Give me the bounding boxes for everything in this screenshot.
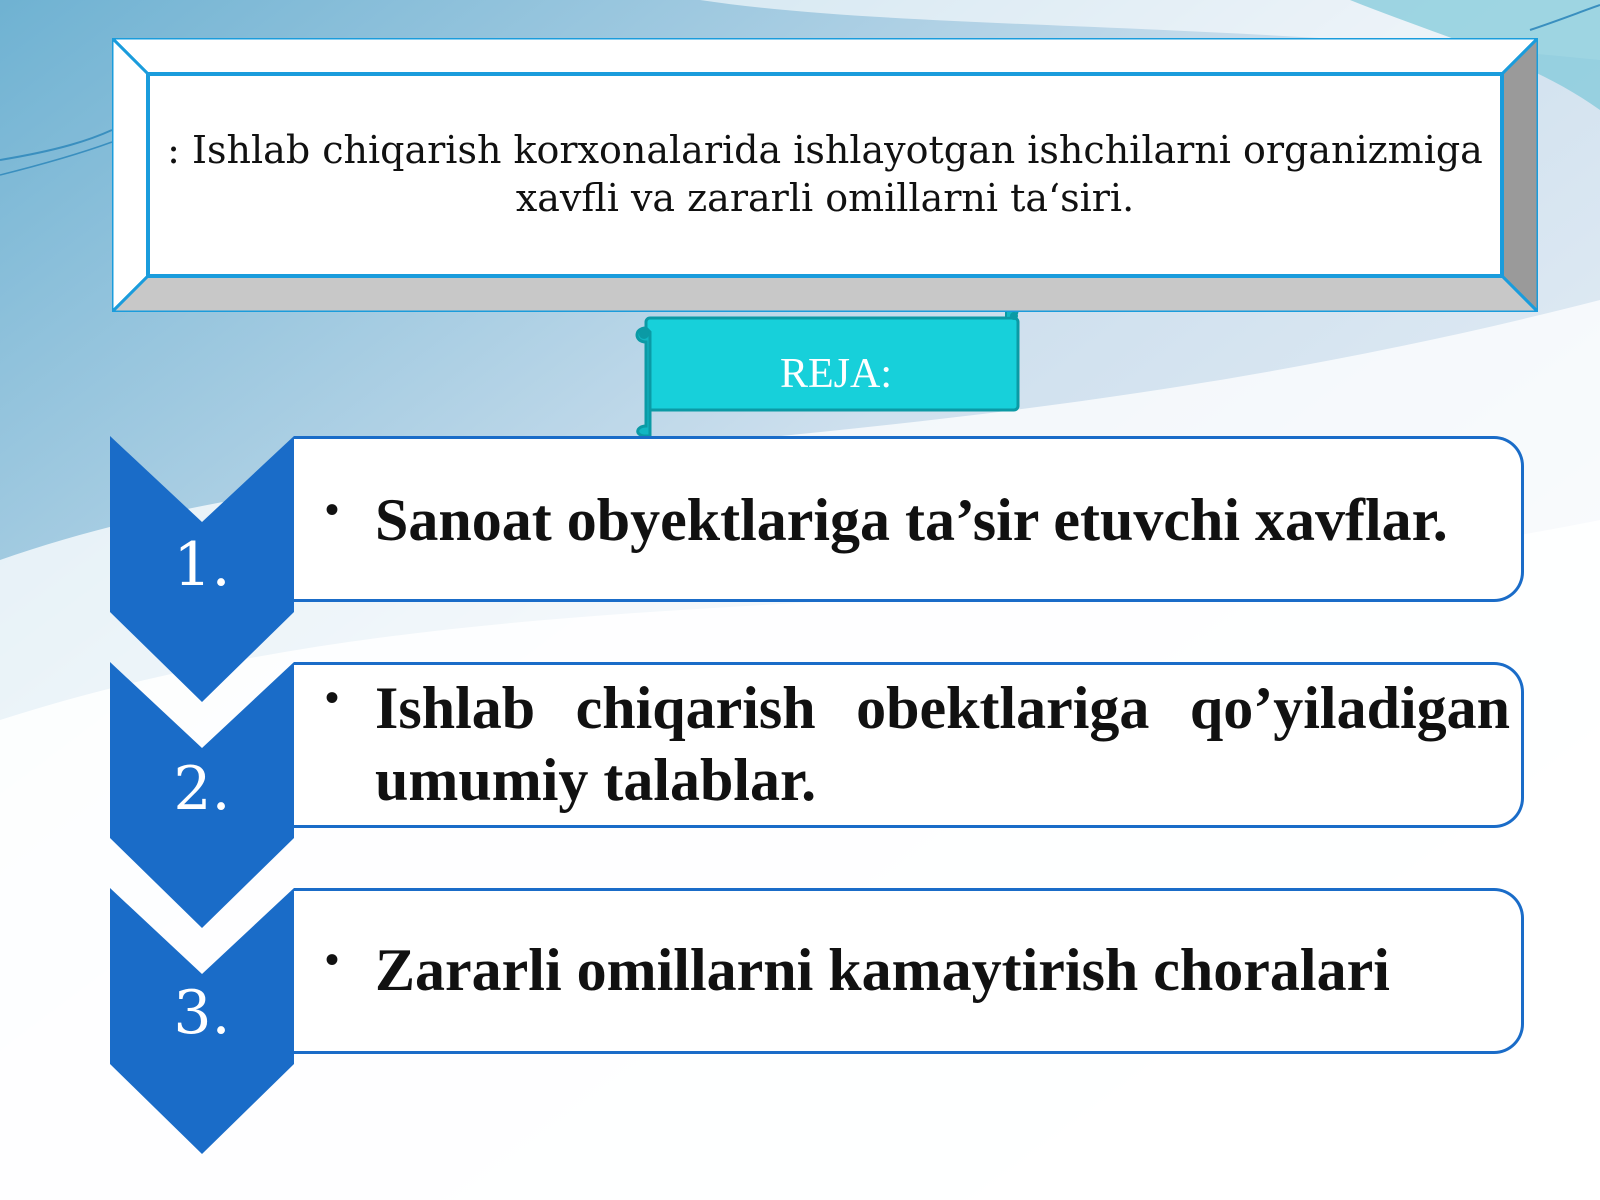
plan-item-2 — [325, 672, 1510, 816]
plan-number-3: 3. — [173, 978, 231, 1048]
slide-title: : Ishlab chiqarish korxonalarida ishlayotgan ishchilarni organizmiga xavfli va zararli omillarni ta‘siri. — [167, 128, 1483, 220]
plan-number-2: 2. — [173, 754, 231, 824]
banner-label: REJA: — [779, 351, 892, 397]
plan-item-3 — [325, 934, 1510, 1006]
plan-number-1: 1. — [173, 530, 231, 600]
plan-item-text-2: Ishlab chiqarish obektlariga qo’yiladigan umumiy talablar. — [375, 675, 1510, 813]
plan-item-text-1: Sanoat obyektlariga ta’sir etuvchi xavflar. — [375, 487, 1448, 553]
bullet-icon: • — [325, 487, 340, 532]
bullet-icon: • — [325, 675, 340, 720]
bullet-icon: • — [325, 937, 340, 982]
plan-item-1 — [325, 484, 1510, 556]
plan-item-text-3: Zararli omillarni kamaytirish choralari — [375, 937, 1390, 1003]
